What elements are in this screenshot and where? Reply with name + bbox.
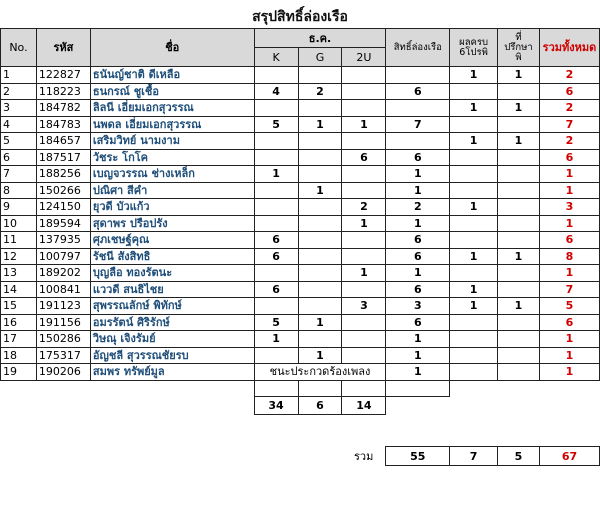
empty-cell (450, 415, 498, 431)
empty-cell (386, 431, 450, 447)
row-rights (386, 67, 450, 84)
empty-cell (539, 415, 599, 431)
row-2u (342, 182, 386, 199)
row-rights: 6 (386, 281, 450, 298)
row-total: 1 (539, 215, 599, 232)
row-g (298, 133, 342, 150)
row-2u (342, 347, 386, 364)
row-pass6: 1 (450, 67, 498, 84)
row-2u (342, 83, 386, 100)
row-name: ธนกรณ์ ชูเชื้อ (90, 83, 254, 100)
row-name: สุดาพร ปรือปรัง (90, 215, 254, 232)
row-rights: 1 (386, 215, 450, 232)
header-g: G (298, 48, 342, 67)
row-pass6: 1 (450, 281, 498, 298)
row-pass6: 1 (450, 298, 498, 315)
empty-cell (298, 447, 342, 466)
table-row (1, 199, 600, 216)
empty-cell (1, 447, 37, 466)
row-no: 12 (1, 248, 37, 265)
header-group: ธ.ค. (254, 29, 386, 48)
empty-cell (386, 397, 450, 415)
empty-cell (539, 380, 599, 397)
row-code: 122827 (36, 67, 90, 84)
row-pass6 (450, 182, 498, 199)
empty-cell (254, 380, 298, 397)
row-k: 6 (254, 232, 298, 249)
row-code: 187517 (36, 149, 90, 166)
spacer-row (1, 415, 600, 431)
row-k (254, 149, 298, 166)
row-pass6 (450, 331, 498, 348)
row-no: 11 (1, 232, 37, 249)
row-no: 13 (1, 265, 37, 282)
row-k (254, 182, 298, 199)
empty-cell (254, 447, 298, 466)
row-2u: 1 (342, 265, 386, 282)
sheet-title: สรุปสิทธิ์ล่องเรือ (252, 9, 348, 25)
row-total: 2 (539, 100, 599, 117)
row-rights: 3 (386, 298, 450, 315)
row-note: ชนะประกวดร้องเพลง (254, 364, 386, 381)
row-pass6 (450, 166, 498, 183)
empty-cell (1, 415, 37, 431)
row-no: 7 (1, 166, 37, 183)
row-advisor (498, 166, 540, 183)
empty-cell (386, 415, 450, 431)
row-k: 6 (254, 281, 298, 298)
row-name: นพดล เอี่ยมเอกสุวรรณ (90, 116, 254, 133)
summary-pass6: 7 (450, 447, 498, 466)
empty-cell (342, 415, 386, 431)
row-code: 189594 (36, 215, 90, 232)
row-g: 1 (298, 182, 342, 199)
row-pass6 (450, 116, 498, 133)
row-no: 4 (1, 116, 37, 133)
table-row (1, 232, 600, 249)
row-g (298, 199, 342, 216)
row-rights: 1 (386, 364, 450, 381)
row-k (254, 67, 298, 84)
rights-table (0, 28, 600, 466)
row-name: ศุภเชษฐ์คุณ (90, 232, 254, 249)
row-k: 5 (254, 116, 298, 133)
row-total: 6 (539, 83, 599, 100)
row-name: วัชระ โกโค (90, 149, 254, 166)
row-advisor (498, 116, 540, 133)
header-total: รวมทั้งหมด (539, 29, 599, 67)
row-advisor (498, 149, 540, 166)
empty-cell (254, 431, 298, 447)
row-name: ปณิศา สีคำ (90, 182, 254, 199)
row-2u: 6 (342, 149, 386, 166)
row-pass6 (450, 83, 498, 100)
empty-cell (450, 397, 498, 415)
row-advisor (498, 314, 540, 331)
row-g (298, 265, 342, 282)
empty-cell (90, 447, 254, 466)
row-code: 188256 (36, 166, 90, 183)
row-rights: 6 (386, 149, 450, 166)
row-g (298, 100, 342, 117)
row-no: 5 (1, 133, 37, 150)
row-pass6 (450, 364, 498, 381)
header-pass6: ผลครบ 6โปรพิ (450, 29, 498, 67)
row-name: สมพร ทรัพย์มูล (90, 364, 254, 381)
row-total: 7 (539, 281, 599, 298)
empty-cell (386, 380, 450, 397)
row-name: เสริมวิทย์ นามงาม (90, 133, 254, 150)
row-rights: 2 (386, 199, 450, 216)
row-name: ธนันญ์ชาติ ดีเหลือ (90, 67, 254, 84)
header-advisor: ที่ ปรึกษา พิ (498, 29, 540, 67)
empty-cell (342, 431, 386, 447)
row-no: 9 (1, 199, 37, 216)
empty-cell (1, 397, 37, 415)
row-k (254, 199, 298, 216)
row-g (298, 331, 342, 348)
table-row (1, 248, 600, 265)
header-k: K (254, 48, 298, 67)
empty-cell (90, 397, 254, 415)
empty-cell (90, 431, 254, 447)
empty-cell (36, 431, 90, 447)
row-no: 1 (1, 67, 37, 84)
row-code: 184657 (36, 133, 90, 150)
row-2u (342, 100, 386, 117)
row-2u: 3 (342, 298, 386, 315)
table-row (1, 182, 600, 199)
row-k (254, 133, 298, 150)
row-code: 124150 (36, 199, 90, 216)
row-total: 6 (539, 149, 599, 166)
empty-cell (298, 431, 342, 447)
row-name: เบญจวรรณ ช่างเหล็ก (90, 166, 254, 183)
row-k (254, 298, 298, 315)
row-total: 3 (539, 199, 599, 216)
row-advisor (498, 182, 540, 199)
row-g: 1 (298, 116, 342, 133)
row-advisor: 1 (498, 100, 540, 117)
row-pass6 (450, 265, 498, 282)
row-no: 18 (1, 347, 37, 364)
row-code: 191123 (36, 298, 90, 315)
row-g: 1 (298, 347, 342, 364)
row-g: 1 (298, 314, 342, 331)
row-pass6 (450, 232, 498, 249)
row-code: 100841 (36, 281, 90, 298)
row-2u (342, 232, 386, 249)
row-pass6: 1 (450, 100, 498, 117)
row-advisor: 1 (498, 133, 540, 150)
row-2u (342, 67, 386, 84)
row-total: 1 (539, 347, 599, 364)
row-total: 1 (539, 265, 599, 282)
row-no: 17 (1, 331, 37, 348)
empty-cell (498, 415, 540, 431)
row-pass6: 1 (450, 133, 498, 150)
row-code: 150266 (36, 182, 90, 199)
row-2u (342, 133, 386, 150)
row-no: 14 (1, 281, 37, 298)
table-row (1, 314, 600, 331)
row-no: 19 (1, 364, 37, 381)
row-name: อัญชลี สุวรรณชัยรบ (90, 347, 254, 364)
group-totals-row (1, 397, 600, 415)
row-rights: 7 (386, 116, 450, 133)
row-2u (342, 281, 386, 298)
row-2u: 1 (342, 215, 386, 232)
row-rights (386, 133, 450, 150)
header-rights: สิทธิ์ล่องเรือ (386, 29, 450, 67)
row-g (298, 281, 342, 298)
empty-cell (36, 415, 90, 431)
table-row (1, 364, 600, 381)
row-g (298, 248, 342, 265)
row-k: 4 (254, 83, 298, 100)
summary-total: 67 (539, 447, 599, 466)
row-advisor: 1 (498, 248, 540, 265)
row-pass6: 1 (450, 248, 498, 265)
row-total: 6 (539, 314, 599, 331)
header-2u: 2U (342, 48, 386, 67)
row-advisor (498, 232, 540, 249)
row-k: 6 (254, 248, 298, 265)
row-k (254, 100, 298, 117)
row-pass6 (450, 347, 498, 364)
row-pass6 (450, 215, 498, 232)
total-g: 6 (298, 397, 342, 415)
row-pass6: 1 (450, 199, 498, 216)
row-g: 2 (298, 83, 342, 100)
empty-cell (498, 380, 540, 397)
row-k (254, 265, 298, 282)
table-row (1, 67, 600, 84)
row-rights (386, 100, 450, 117)
row-advisor (498, 83, 540, 100)
row-g (298, 67, 342, 84)
total-2u: 14 (342, 397, 386, 415)
row-no: 16 (1, 314, 37, 331)
row-advisor: 1 (498, 298, 540, 315)
row-rights: 1 (386, 166, 450, 183)
row-pass6 (450, 314, 498, 331)
empty-cell (90, 415, 254, 431)
row-2u (342, 248, 386, 265)
row-total: 8 (539, 248, 599, 265)
empty-cell (36, 380, 90, 397)
row-total: 6 (539, 232, 599, 249)
row-code: 150286 (36, 331, 90, 348)
row-rights: 6 (386, 248, 450, 265)
row-advisor (498, 215, 540, 232)
empty-cell (450, 380, 498, 397)
row-advisor (498, 265, 540, 282)
spacer-row (1, 380, 600, 397)
row-advisor (498, 331, 540, 348)
row-k: 5 (254, 314, 298, 331)
row-k: 1 (254, 331, 298, 348)
summary-advisor: 5 (498, 447, 540, 466)
row-total: 1 (539, 331, 599, 348)
table-row (1, 347, 600, 364)
table-row (1, 298, 600, 315)
row-advisor (498, 347, 540, 364)
table-row (1, 331, 600, 348)
row-name: แววดี สนธิไชย (90, 281, 254, 298)
row-total: 2 (539, 67, 599, 84)
row-g (298, 166, 342, 183)
empty-cell (90, 380, 254, 397)
row-no: 8 (1, 182, 37, 199)
header-name: ชื่อ (90, 29, 254, 67)
empty-cell (36, 447, 90, 466)
row-rights: 1 (386, 331, 450, 348)
table-row (1, 149, 600, 166)
spreadsheet (0, 28, 600, 532)
row-2u: 1 (342, 116, 386, 133)
row-2u (342, 314, 386, 331)
spacer-row (1, 431, 600, 447)
table-row (1, 83, 600, 100)
row-g (298, 215, 342, 232)
row-name: รัชนี สังสิทธิ (90, 248, 254, 265)
row-rights: 6 (386, 83, 450, 100)
row-g (298, 298, 342, 315)
empty-cell (298, 415, 342, 431)
row-code: 118223 (36, 83, 90, 100)
empty-cell (450, 431, 498, 447)
row-advisor (498, 199, 540, 216)
empty-cell (539, 431, 599, 447)
row-code: 100797 (36, 248, 90, 265)
header-no: No. (1, 29, 37, 67)
row-no: 15 (1, 298, 37, 315)
row-total: 7 (539, 116, 599, 133)
summary-row (1, 447, 600, 466)
row-name: สุพรรณลักษ์ พิทักษ์ (90, 298, 254, 315)
row-k: 1 (254, 166, 298, 183)
empty-cell (539, 397, 599, 415)
row-no: 3 (1, 100, 37, 117)
table-row (1, 116, 600, 133)
row-total: 2 (539, 133, 599, 150)
row-advisor (498, 281, 540, 298)
empty-cell (298, 380, 342, 397)
row-rights: 1 (386, 265, 450, 282)
row-total: 1 (539, 364, 599, 381)
row-g (298, 149, 342, 166)
row-code: 190206 (36, 364, 90, 381)
row-code: 184782 (36, 100, 90, 117)
row-k (254, 347, 298, 364)
row-code: 184783 (36, 116, 90, 133)
row-name: ลิลนี เอี่ยมเอกสุวรรณ (90, 100, 254, 117)
table-row (1, 215, 600, 232)
row-pass6 (450, 149, 498, 166)
row-code: 175317 (36, 347, 90, 364)
empty-cell (1, 431, 37, 447)
row-code: 137935 (36, 232, 90, 249)
row-k (254, 215, 298, 232)
row-rights: 6 (386, 314, 450, 331)
row-name: อมรรัตน์ ศิริรักษ์ (90, 314, 254, 331)
row-no: 6 (1, 149, 37, 166)
row-2u (342, 331, 386, 348)
empty-cell (254, 415, 298, 431)
empty-cell (498, 431, 540, 447)
header-code: รหัส (36, 29, 90, 67)
row-total: 1 (539, 182, 599, 199)
total-k: 34 (254, 397, 298, 415)
summary-label: รวม (354, 449, 374, 463)
summary-rights: 55 (386, 447, 450, 466)
row-code: 189202 (36, 265, 90, 282)
row-name: บุญลือ ทองรัตนะ (90, 265, 254, 282)
row-total: 5 (539, 298, 599, 315)
row-no: 10 (1, 215, 37, 232)
row-code: 191156 (36, 314, 90, 331)
row-2u: 2 (342, 199, 386, 216)
table-row (1, 281, 600, 298)
row-advisor (498, 364, 540, 381)
row-rights: 1 (386, 347, 450, 364)
table-row (1, 166, 600, 183)
empty-cell (36, 397, 90, 415)
table-row (1, 100, 600, 117)
row-name: ยุวดี บัวแก้ว (90, 199, 254, 216)
row-rights: 6 (386, 232, 450, 249)
row-advisor: 1 (498, 67, 540, 84)
empty-cell (498, 397, 540, 415)
empty-cell (1, 380, 37, 397)
row-no: 2 (1, 83, 37, 100)
table-row (1, 265, 600, 282)
table-row (1, 133, 600, 150)
row-total: 1 (539, 166, 599, 183)
empty-cell (342, 380, 386, 397)
row-name: วิษณุ เจิงรัมย์ (90, 331, 254, 348)
row-rights: 1 (386, 182, 450, 199)
row-2u (342, 166, 386, 183)
row-g (298, 232, 342, 249)
